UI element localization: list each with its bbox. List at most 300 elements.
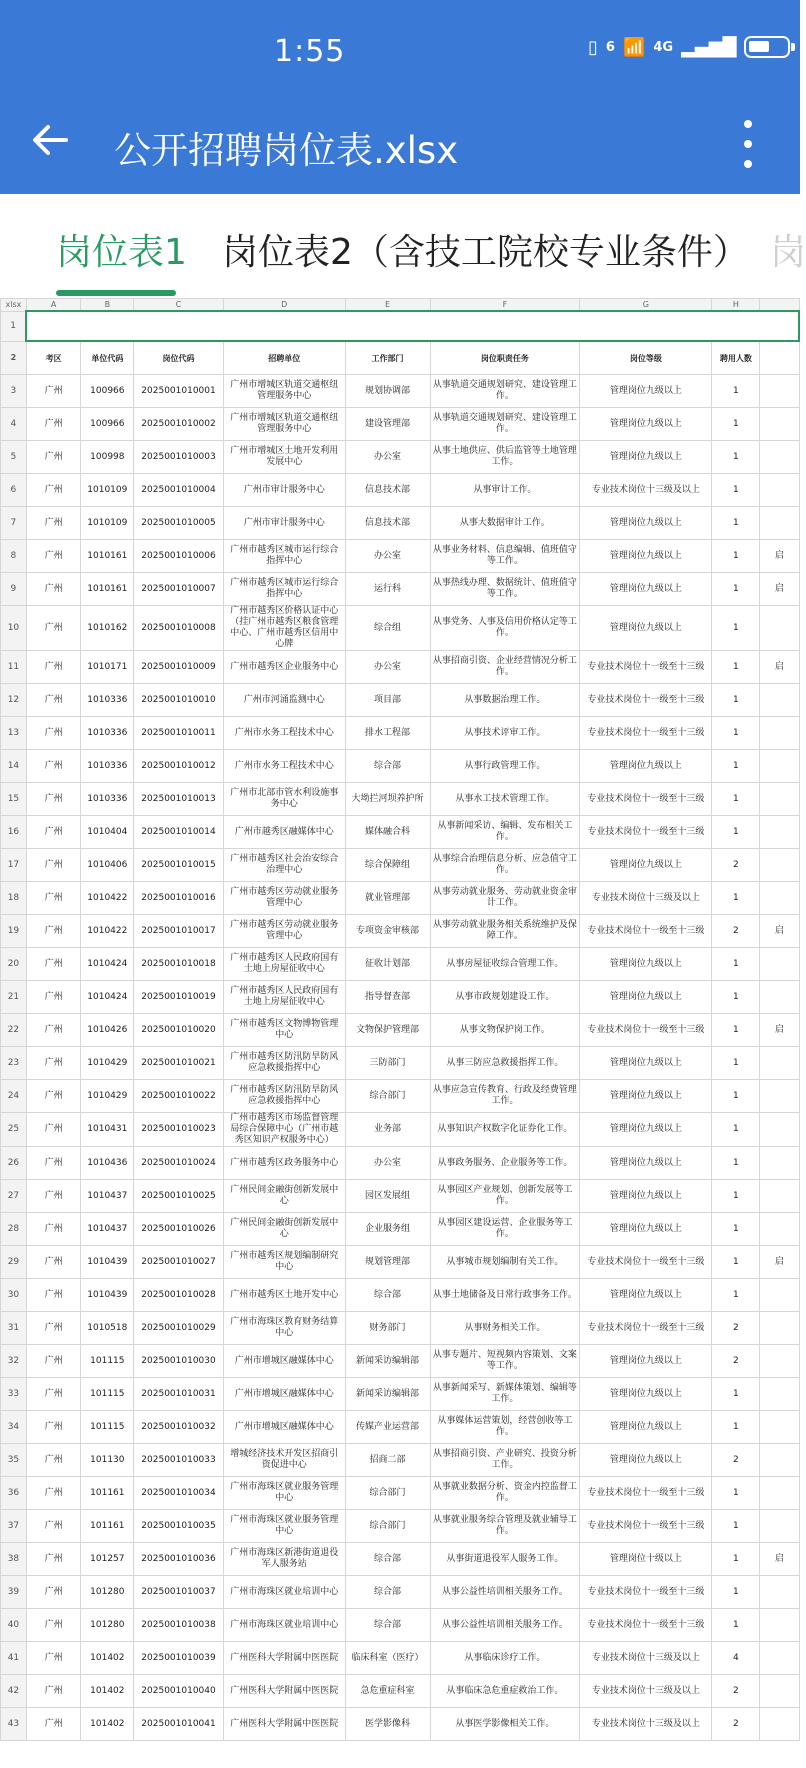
table-cell[interactable]: 广州: [26, 441, 81, 474]
table-cell[interactable]: [760, 1411, 799, 1444]
table-cell[interactable]: 1: [712, 816, 760, 849]
table-cell[interactable]: 1: [712, 1411, 760, 1444]
table-cell[interactable]: 文物保护管理部: [345, 1014, 430, 1047]
table-cell[interactable]: 广州: [26, 1180, 81, 1213]
table-cell[interactable]: 广州: [26, 1576, 81, 1609]
table-cell[interactable]: 专业技术岗位十三级及以上: [580, 474, 712, 507]
table-cell[interactable]: 从事水工技术管理工作。: [430, 783, 580, 816]
row-number[interactable]: 15: [1, 783, 27, 816]
table-cell[interactable]: 广州: [26, 684, 81, 717]
table-cell[interactable]: 广州市增城区融媒体中心: [223, 1345, 345, 1378]
table-cell[interactable]: 广州: [26, 915, 81, 948]
table-cell[interactable]: 2025001010017: [134, 915, 224, 948]
table-cell[interactable]: 1: [712, 540, 760, 573]
table-cell[interactable]: 广州: [26, 1113, 81, 1147]
row-number[interactable]: 12: [1, 684, 27, 717]
table-cell[interactable]: 1010429: [81, 1080, 134, 1113]
table-cell[interactable]: 广州市越秀区政务服务中心: [223, 1147, 345, 1180]
table-cell[interactable]: 广州市越秀区企业服务中心: [223, 651, 345, 684]
table-cell[interactable]: 2025001010034: [134, 1477, 224, 1510]
table-cell[interactable]: 101161: [81, 1477, 134, 1510]
table-cell[interactable]: 1010424: [81, 981, 134, 1014]
table-cell[interactable]: 1010426: [81, 1014, 134, 1047]
table-cell[interactable]: 广州市越秀区规划编制研究中心: [223, 1246, 345, 1279]
table-cell[interactable]: 从事城市规划编制有关工作。: [430, 1246, 580, 1279]
table-cell[interactable]: [760, 783, 799, 816]
table-cell[interactable]: 101115: [81, 1345, 134, 1378]
table-cell[interactable]: 广州: [26, 1312, 81, 1345]
header-cell[interactable]: 岗位等级: [580, 341, 712, 375]
table-cell[interactable]: 启: [760, 1246, 799, 1279]
table-cell[interactable]: 广州: [26, 1708, 81, 1741]
table-cell[interactable]: 1010518: [81, 1312, 134, 1345]
row-number[interactable]: 18: [1, 882, 27, 915]
table-cell[interactable]: 广州市河涌监测中心: [223, 684, 345, 717]
table-cell[interactable]: 管理岗位九级以上: [580, 1411, 712, 1444]
table-cell[interactable]: 广州市审计服务中心: [223, 507, 345, 540]
table-cell[interactable]: 从事临床诊疗工作。: [430, 1642, 580, 1675]
table-cell[interactable]: 从事应急宣传教育、行政及经费管理工作。: [430, 1080, 580, 1113]
row-number[interactable]: 11: [1, 651, 27, 684]
table-cell[interactable]: 广州市越秀区劳动就业服务管理中心: [223, 915, 345, 948]
table-cell[interactable]: 从事政务服务、企业服务等工作。: [430, 1147, 580, 1180]
table-cell[interactable]: 1010161: [81, 540, 134, 573]
table-cell[interactable]: 2025001010002: [134, 408, 224, 441]
table-cell[interactable]: 从事轨道交通规划研究、建设管理工作。: [430, 408, 580, 441]
table-cell[interactable]: 广州: [26, 1642, 81, 1675]
tab-sheet-2[interactable]: 岗位表2（含技工院校专业条件）: [222, 232, 749, 273]
table-cell[interactable]: 1: [712, 1609, 760, 1642]
table-cell[interactable]: 1: [712, 1113, 760, 1147]
table-cell[interactable]: 1010436: [81, 1147, 134, 1180]
table-cell[interactable]: 从事媒体运营策划，经营创收等工作。: [430, 1411, 580, 1444]
table-cell[interactable]: 就业管理部: [345, 882, 430, 915]
table-cell[interactable]: [760, 1312, 799, 1345]
table-cell[interactable]: [760, 474, 799, 507]
table-cell[interactable]: 1010406: [81, 849, 134, 882]
column-header[interactable]: A: [26, 299, 81, 312]
table-cell[interactable]: [760, 1708, 799, 1741]
table-cell[interactable]: [760, 1609, 799, 1642]
table-cell[interactable]: 2025001010014: [134, 816, 224, 849]
table-cell[interactable]: 1010109: [81, 507, 134, 540]
table-cell[interactable]: 综合部: [345, 1279, 430, 1312]
table-cell[interactable]: 广州市越秀区融媒体中心: [223, 816, 345, 849]
table-cell[interactable]: 1: [712, 1014, 760, 1047]
table-cell[interactable]: 2: [712, 1312, 760, 1345]
table-cell[interactable]: 管理岗位九级以上: [580, 441, 712, 474]
table-cell[interactable]: 综合部: [345, 1576, 430, 1609]
table-cell[interactable]: 建设管理部: [345, 408, 430, 441]
table-cell[interactable]: [760, 375, 799, 408]
table-cell[interactable]: 业务部: [345, 1113, 430, 1147]
table-cell[interactable]: 从事招商引资、产业研究、投资分析工作。: [430, 1444, 580, 1477]
table-cell[interactable]: 广州民间金融街创新发展中心: [223, 1180, 345, 1213]
table-cell[interactable]: 广州: [26, 849, 81, 882]
table-cell[interactable]: [760, 849, 799, 882]
table-cell[interactable]: 综合部: [345, 750, 430, 783]
table-cell[interactable]: 管理岗位九级以上: [580, 849, 712, 882]
table-cell[interactable]: 2025001010013: [134, 783, 224, 816]
back-arrow-icon[interactable]: [28, 118, 76, 166]
table-cell[interactable]: [760, 1147, 799, 1180]
table-cell[interactable]: 1: [712, 1080, 760, 1113]
table-cell[interactable]: 2025001010011: [134, 717, 224, 750]
table-cell[interactable]: 广州市海珠区就业服务管理中心: [223, 1477, 345, 1510]
table-cell[interactable]: 从事劳动就业服务相关系统维护及保障工作。: [430, 915, 580, 948]
table-cell[interactable]: 1: [712, 474, 760, 507]
table-cell[interactable]: [760, 1378, 799, 1411]
table-cell[interactable]: 广州: [26, 474, 81, 507]
table-cell[interactable]: 1: [712, 651, 760, 684]
table-cell[interactable]: [760, 1576, 799, 1609]
table-cell[interactable]: 专业技术岗位十一级至十三级: [580, 1576, 712, 1609]
table-cell[interactable]: 广州: [26, 1543, 81, 1576]
table-cell[interactable]: 2025001010035: [134, 1510, 224, 1543]
table-cell[interactable]: 1: [712, 507, 760, 540]
table-cell[interactable]: 2025001010027: [134, 1246, 224, 1279]
table-cell[interactable]: 2025001010030: [134, 1345, 224, 1378]
table-cell[interactable]: 综合部门: [345, 1477, 430, 1510]
table-cell[interactable]: 企业服务组: [345, 1213, 430, 1246]
table-cell[interactable]: 2: [712, 1708, 760, 1741]
table-cell[interactable]: 从事房屋征收综合管理工作。: [430, 948, 580, 981]
table-cell[interactable]: 园区发展组: [345, 1180, 430, 1213]
table-cell[interactable]: 1: [712, 1279, 760, 1312]
table-cell[interactable]: 广州市越秀区防汛防旱防风应急救援指挥中心: [223, 1080, 345, 1113]
table-cell[interactable]: 1: [712, 1180, 760, 1213]
table-cell[interactable]: 1: [712, 1047, 760, 1080]
table-cell[interactable]: 信息技术部: [345, 474, 430, 507]
table-cell[interactable]: 管理岗位九级以上: [580, 1378, 712, 1411]
table-cell[interactable]: 2025001010020: [134, 1014, 224, 1047]
table-cell[interactable]: 1010404: [81, 816, 134, 849]
column-header[interactable]: G: [580, 299, 712, 312]
table-cell[interactable]: 广州: [26, 1675, 81, 1708]
table-cell[interactable]: 从事新闻采访、编辑、发布相关工作。: [430, 816, 580, 849]
table-cell[interactable]: 广州市水务工程技术中心: [223, 750, 345, 783]
table-cell[interactable]: 广州: [26, 948, 81, 981]
table-cell[interactable]: 从事业务材料、信息编辑、值班值守等工作。: [430, 540, 580, 573]
table-cell[interactable]: 管理岗位九级以上: [580, 540, 712, 573]
table-cell[interactable]: 1010161: [81, 573, 134, 606]
row-number[interactable]: 39: [1, 1576, 27, 1609]
table-cell[interactable]: 100998: [81, 441, 134, 474]
table-cell[interactable]: 从事医学影像相关工作。: [430, 1708, 580, 1741]
table-cell[interactable]: 从事就业服务综合管理及就业辅导工作。: [430, 1510, 580, 1543]
selected-merged-cell[interactable]: [26, 311, 799, 341]
table-cell[interactable]: 广州市越秀区人民政府国有土地上房屋征收中心: [223, 981, 345, 1014]
table-cell[interactable]: 管理岗位九级以上: [580, 1213, 712, 1246]
table-cell[interactable]: [760, 1642, 799, 1675]
table-cell[interactable]: 综合组: [345, 606, 430, 651]
table-cell[interactable]: 管理岗位九级以上: [580, 606, 712, 651]
header-cell[interactable]: 工作部门: [345, 341, 430, 375]
row-number[interactable]: 29: [1, 1246, 27, 1279]
spreadsheet-grid[interactable]: [0, 298, 800, 1768]
table-cell[interactable]: 广州市越秀区城市运行综合指挥中心: [223, 540, 345, 573]
table-cell[interactable]: 办公室: [345, 441, 430, 474]
table-cell[interactable]: 临床科室（医疗）: [345, 1642, 430, 1675]
table-cell[interactable]: [760, 1510, 799, 1543]
header-cell[interactable]: 聘用人数: [712, 341, 760, 375]
table-cell[interactable]: 广州: [26, 981, 81, 1014]
table-cell[interactable]: 从事行政管理工作。: [430, 750, 580, 783]
table-cell[interactable]: 专业技术岗位十三级及以上: [580, 882, 712, 915]
table-cell[interactable]: 1: [712, 1213, 760, 1246]
table-cell[interactable]: 广州市增城区融媒体中心: [223, 1411, 345, 1444]
table-cell[interactable]: 2025001010008: [134, 606, 224, 651]
table-cell[interactable]: 1010336: [81, 750, 134, 783]
table-cell[interactable]: 2025001010018: [134, 948, 224, 981]
table-cell[interactable]: 广州: [26, 717, 81, 750]
table-cell[interactable]: 1: [712, 684, 760, 717]
table-cell[interactable]: 101130: [81, 1444, 134, 1477]
table-cell[interactable]: [760, 1279, 799, 1312]
table-cell[interactable]: 2: [712, 1345, 760, 1378]
row-number[interactable]: 25: [1, 1113, 27, 1147]
table-cell[interactable]: 2025001010004: [134, 474, 224, 507]
table-cell[interactable]: 广州市越秀区市场监督管理局综合保障中心（广州市越秀区知识产权服务中心）: [223, 1113, 345, 1147]
table-cell[interactable]: 广州: [26, 1213, 81, 1246]
row-number[interactable]: 7: [1, 507, 27, 540]
row-number[interactable]: 36: [1, 1477, 27, 1510]
tab-sheet-3[interactable]: 岗: [770, 232, 806, 273]
table-cell[interactable]: 广州医科大学附属中医医院: [223, 1642, 345, 1675]
more-options-icon[interactable]: [733, 120, 763, 168]
table-cell[interactable]: 急危重症科室: [345, 1675, 430, 1708]
table-cell[interactable]: 2025001010009: [134, 651, 224, 684]
table-cell[interactable]: 广州: [26, 606, 81, 651]
table-cell[interactable]: 广州: [26, 816, 81, 849]
row-number[interactable]: 34: [1, 1411, 27, 1444]
row-number[interactable]: 9: [1, 573, 27, 606]
table-cell[interactable]: 广州市北部市管水利设施事务中心: [223, 783, 345, 816]
table-cell[interactable]: 2025001010036: [134, 1543, 224, 1576]
table-cell[interactable]: 1010162: [81, 606, 134, 651]
table-cell[interactable]: 2025001010038: [134, 1609, 224, 1642]
table-cell[interactable]: 管理岗位九级以上: [580, 573, 712, 606]
row-number[interactable]: 41: [1, 1642, 27, 1675]
table-cell[interactable]: 管理岗位九级以上: [580, 375, 712, 408]
table-cell[interactable]: 管理岗位九级以上: [580, 948, 712, 981]
table-cell[interactable]: 专业技术岗位十一级至十三级: [580, 651, 712, 684]
table-cell[interactable]: 广州: [26, 783, 81, 816]
table-cell[interactable]: 广州市增城区轨道交通枢纽管理服务中心: [223, 375, 345, 408]
row-number[interactable]: 2: [1, 341, 27, 375]
table-cell[interactable]: 从事文物保护岗工作。: [430, 1014, 580, 1047]
table-cell[interactable]: [760, 1113, 799, 1147]
table-cell[interactable]: 启: [760, 540, 799, 573]
spreadsheet-table[interactable]: [0, 298, 800, 1741]
table-cell[interactable]: 1: [712, 375, 760, 408]
header-cell[interactable]: 招聘单位: [223, 341, 345, 375]
table-cell[interactable]: 4: [712, 1642, 760, 1675]
table-cell[interactable]: 1: [712, 573, 760, 606]
table-cell[interactable]: 信息技术部: [345, 507, 430, 540]
row-number[interactable]: 5: [1, 441, 27, 474]
table-cell[interactable]: 广州: [26, 1444, 81, 1477]
table-cell[interactable]: 1: [712, 1510, 760, 1543]
row-number[interactable]: 13: [1, 717, 27, 750]
header-cell[interactable]: 岗位职责任务: [430, 341, 580, 375]
table-cell[interactable]: 101161: [81, 1510, 134, 1543]
table-cell[interactable]: 101280: [81, 1576, 134, 1609]
table-cell[interactable]: 专业技术岗位十一级至十三级: [580, 1510, 712, 1543]
column-header[interactable]: D: [223, 299, 345, 312]
table-cell[interactable]: 启: [760, 573, 799, 606]
table-cell[interactable]: [760, 606, 799, 651]
table-cell[interactable]: 1: [712, 1576, 760, 1609]
table-cell[interactable]: 1010109: [81, 474, 134, 507]
table-cell[interactable]: 财务部门: [345, 1312, 430, 1345]
table-cell[interactable]: 媒体融合科: [345, 816, 430, 849]
row-number[interactable]: 31: [1, 1312, 27, 1345]
row-number[interactable]: 22: [1, 1014, 27, 1047]
table-cell[interactable]: 从事临床急危重症救治工作。: [430, 1675, 580, 1708]
table-cell[interactable]: 2025001010005: [134, 507, 224, 540]
row-number[interactable]: 28: [1, 1213, 27, 1246]
table-cell[interactable]: 101257: [81, 1543, 134, 1576]
table-cell[interactable]: [760, 1444, 799, 1477]
table-cell[interactable]: 广州: [26, 1510, 81, 1543]
corner-cell[interactable]: xlsx: [1, 299, 27, 312]
header-cell[interactable]: 考区: [26, 341, 81, 375]
table-cell[interactable]: 从事招商引资、企业经营情况分析工作。: [430, 651, 580, 684]
table-cell[interactable]: 100966: [81, 408, 134, 441]
table-cell[interactable]: 广州市越秀区人民政府国有土地上房屋征收中心: [223, 948, 345, 981]
table-cell[interactable]: 广州: [26, 1246, 81, 1279]
table-cell[interactable]: 从事街道退役军人服务工作。: [430, 1543, 580, 1576]
table-cell[interactable]: [760, 1675, 799, 1708]
row-number[interactable]: 23: [1, 1047, 27, 1080]
table-cell[interactable]: 101402: [81, 1675, 134, 1708]
row-number[interactable]: 35: [1, 1444, 27, 1477]
table-cell[interactable]: 办公室: [345, 651, 430, 684]
table-cell[interactable]: 管理岗位九级以上: [580, 1444, 712, 1477]
table-cell[interactable]: 广州市越秀区文物博物管理中心: [223, 1014, 345, 1047]
table-cell[interactable]: 办公室: [345, 1147, 430, 1180]
table-cell[interactable]: 从事综合治理信息分析、应急值守工作。: [430, 849, 580, 882]
table-cell[interactable]: 2025001010031: [134, 1378, 224, 1411]
table-cell[interactable]: 征收计划部: [345, 948, 430, 981]
table-cell[interactable]: 1: [712, 981, 760, 1014]
table-cell[interactable]: 1010429: [81, 1047, 134, 1080]
table-cell[interactable]: 1010336: [81, 684, 134, 717]
table-cell[interactable]: 新闻采访编辑部: [345, 1378, 430, 1411]
row-number[interactable]: 3: [1, 375, 27, 408]
table-cell[interactable]: 1010439: [81, 1279, 134, 1312]
table-cell[interactable]: 管理岗位九级以上: [580, 1345, 712, 1378]
table-cell[interactable]: 1010437: [81, 1180, 134, 1213]
table-cell[interactable]: 1: [712, 783, 760, 816]
table-cell[interactable]: 广州: [26, 1047, 81, 1080]
table-cell[interactable]: 101115: [81, 1378, 134, 1411]
table-cell[interactable]: 广州市海珠区就业培训中心: [223, 1576, 345, 1609]
table-cell[interactable]: 专业技术岗位十一级至十三级: [580, 816, 712, 849]
table-cell[interactable]: 管理岗位九级以上: [580, 750, 712, 783]
table-cell[interactable]: 排水工程部: [345, 717, 430, 750]
table-cell[interactable]: 广州: [26, 507, 81, 540]
table-cell[interactable]: 广州: [26, 882, 81, 915]
table-cell[interactable]: [760, 750, 799, 783]
table-cell[interactable]: 大坳拦河坝养护所: [345, 783, 430, 816]
table-cell[interactable]: 2025001010003: [134, 441, 224, 474]
table-cell[interactable]: 101402: [81, 1708, 134, 1741]
column-header[interactable]: C: [134, 299, 224, 312]
table-cell[interactable]: 专业技术岗位十一级至十三级: [580, 717, 712, 750]
row-number[interactable]: 8: [1, 540, 27, 573]
table-cell[interactable]: 专业技术岗位十一级至十三级: [580, 684, 712, 717]
table-cell[interactable]: 从事公益性培训相关服务工作。: [430, 1576, 580, 1609]
table-cell[interactable]: 综合保障组: [345, 849, 430, 882]
table-cell[interactable]: 2025001010025: [134, 1180, 224, 1213]
table-cell[interactable]: 1: [712, 1147, 760, 1180]
table-cell[interactable]: [760, 816, 799, 849]
table-cell[interactable]: 1010336: [81, 783, 134, 816]
table-cell[interactable]: [760, 981, 799, 1014]
table-cell[interactable]: 1010439: [81, 1246, 134, 1279]
tab-sheet-1[interactable]: 岗位表1: [56, 232, 187, 273]
table-cell[interactable]: 广州医科大学附属中医医院: [223, 1675, 345, 1708]
table-cell[interactable]: 广州: [26, 1411, 81, 1444]
table-cell[interactable]: 从事新闻采写、新媒体策划、编辑等工作。: [430, 1378, 580, 1411]
table-cell[interactable]: 医学影像科: [345, 1708, 430, 1741]
table-cell[interactable]: 管理岗位九级以上: [580, 408, 712, 441]
table-cell[interactable]: 2025001010037: [134, 1576, 224, 1609]
row-number[interactable]: 21: [1, 981, 27, 1014]
table-cell[interactable]: [760, 717, 799, 750]
table-cell[interactable]: 从事土地储备及日常行政事务工作。: [430, 1279, 580, 1312]
row-number[interactable]: 33: [1, 1378, 27, 1411]
table-cell[interactable]: 从事知识产权数字化证券化工作。: [430, 1113, 580, 1147]
row-number[interactable]: 27: [1, 1180, 27, 1213]
column-header[interactable]: E: [345, 299, 430, 312]
table-cell[interactable]: 2025001010015: [134, 849, 224, 882]
table-cell[interactable]: 广州: [26, 540, 81, 573]
table-cell[interactable]: 综合部门: [345, 1510, 430, 1543]
table-cell[interactable]: 100966: [81, 375, 134, 408]
table-cell[interactable]: 从事三防应急救援指挥工作。: [430, 1047, 580, 1080]
row-number[interactable]: 37: [1, 1510, 27, 1543]
column-header[interactable]: [760, 299, 799, 312]
table-cell[interactable]: 101115: [81, 1411, 134, 1444]
header-cell[interactable]: 单位代码: [81, 341, 134, 375]
table-cell[interactable]: 专业技术岗位十一级至十三级: [580, 783, 712, 816]
table-cell[interactable]: 从事数据治理工作。: [430, 684, 580, 717]
table-cell[interactable]: 广州市审计服务中心: [223, 474, 345, 507]
row-number[interactable]: 38: [1, 1543, 27, 1576]
table-cell[interactable]: 启: [760, 1014, 799, 1047]
table-cell[interactable]: 广州医科大学附属中医医院: [223, 1708, 345, 1741]
table-cell[interactable]: 启: [760, 651, 799, 684]
table-cell[interactable]: 从事财务相关工作。: [430, 1312, 580, 1345]
row-number[interactable]: 6: [1, 474, 27, 507]
row-number[interactable]: 4: [1, 408, 27, 441]
table-cell[interactable]: 1: [712, 1477, 760, 1510]
table-cell[interactable]: 2: [712, 915, 760, 948]
table-cell[interactable]: 从事专题片、短视频内容策划、文案等工作。: [430, 1345, 580, 1378]
table-cell[interactable]: 101402: [81, 1642, 134, 1675]
table-cell[interactable]: 1: [712, 441, 760, 474]
table-cell[interactable]: 广州: [26, 1477, 81, 1510]
table-cell[interactable]: 管理岗位九级以上: [580, 981, 712, 1014]
table-cell[interactable]: 广州: [26, 1147, 81, 1180]
table-cell[interactable]: 2025001010016: [134, 882, 224, 915]
table-cell[interactable]: 从事公益性培训相关服务工作。: [430, 1609, 580, 1642]
table-cell[interactable]: 1010171: [81, 651, 134, 684]
table-cell[interactable]: 1: [712, 882, 760, 915]
